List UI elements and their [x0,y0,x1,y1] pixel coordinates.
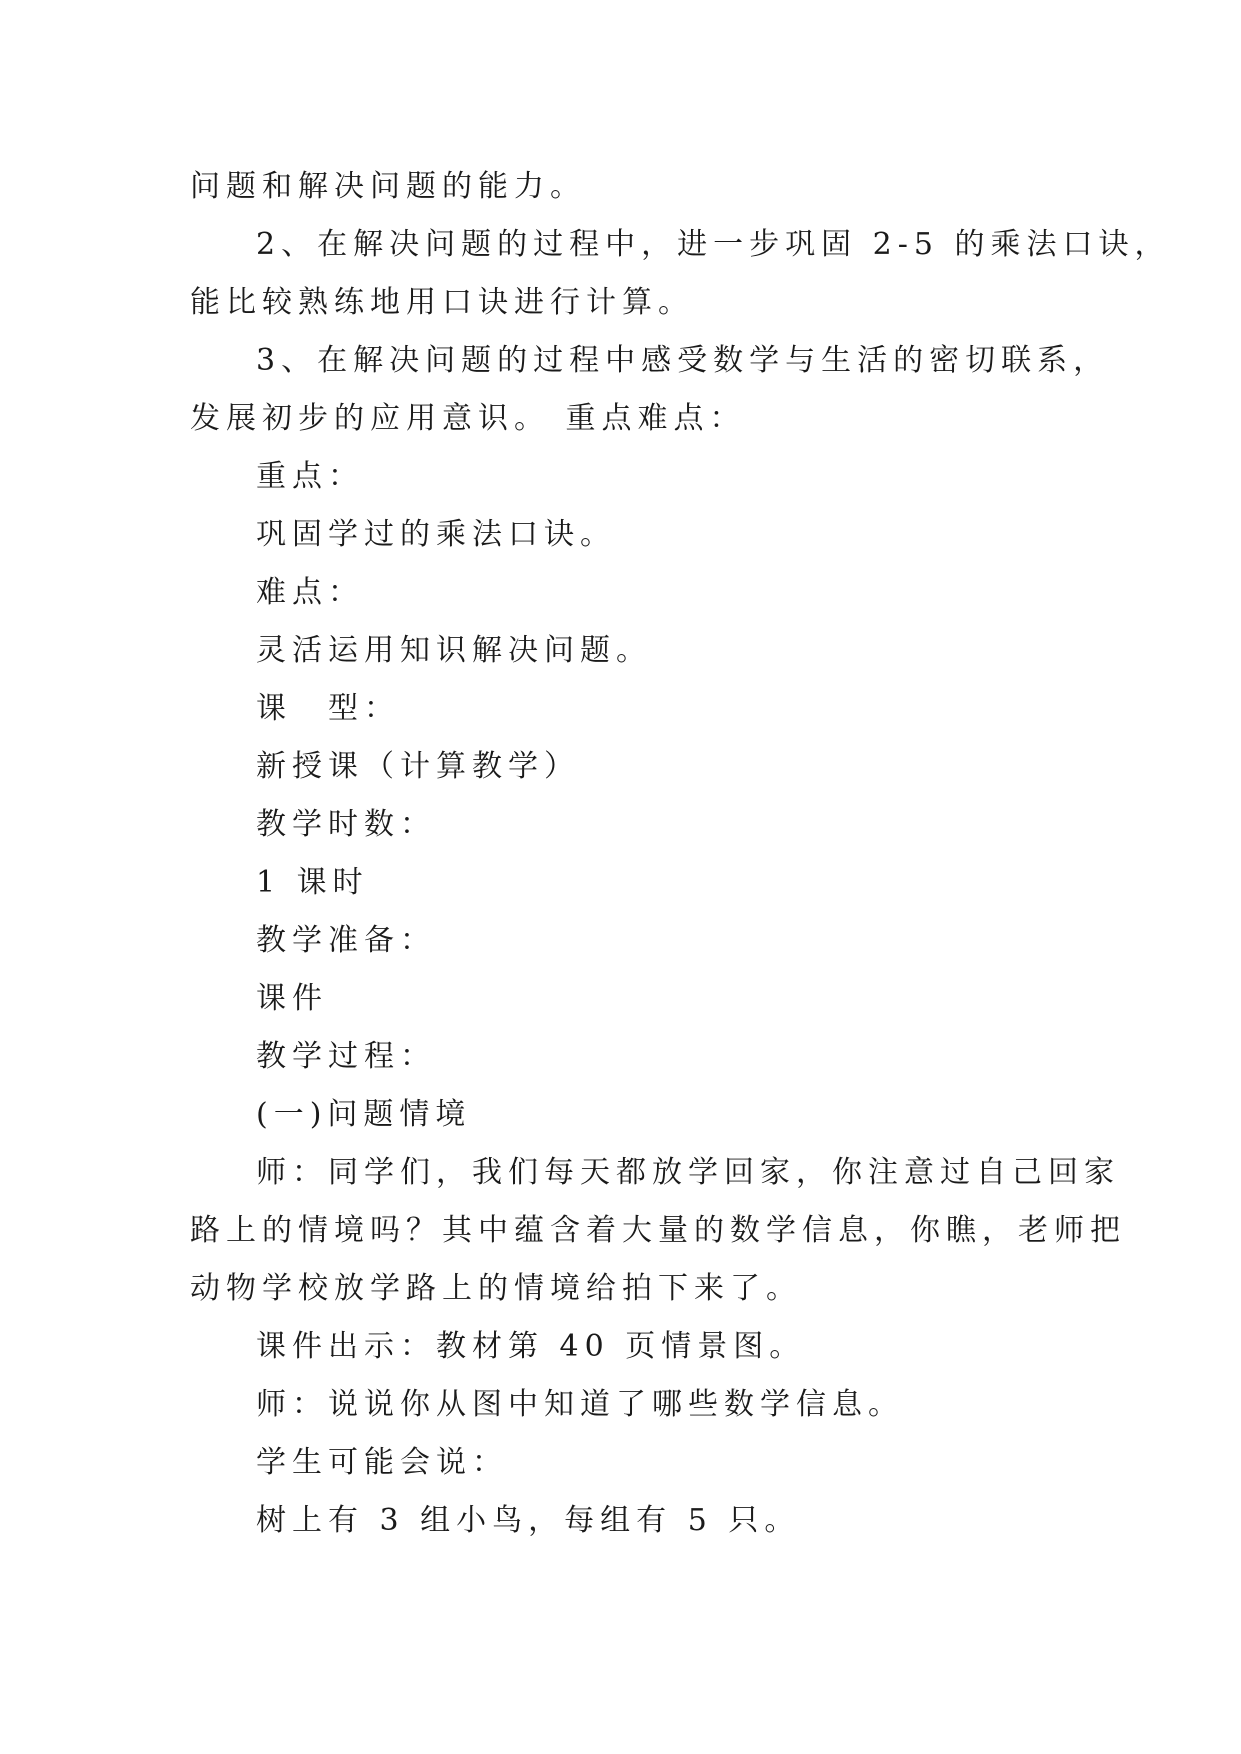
text-line: 新授课（计算教学） [256,749,580,784]
text-line: 树上有 3 组小鸟，每组有 5 只。 [256,1503,801,1538]
text-line: 巩固学过的乘法口诀。 [256,517,616,552]
text-line: 教学过程： [256,1039,436,1074]
document-page [190,158,1171,1550]
text-line: 动物学校放学路上的情境给拍下来了。 [190,1271,802,1306]
text-line: 师：说说你从图中知道了哪些数学信息。 [256,1387,904,1422]
text-line: 问题和解决问题的能力。 [190,169,586,204]
text-line: 难点： [256,575,364,610]
text-line: 灵活运用知识解决问题。 [256,633,652,668]
text-line: 教学准备： [256,923,436,958]
text-line: 重点： [256,459,364,494]
text-line: 能比较熟练地用口诀进行计算。 [190,285,694,320]
text-line: (一)问题情境 [256,1097,472,1132]
text-line: 师：同学们，我们每天都放学回家，你注意过自己回家 [256,1155,1120,1190]
text-line: 课件出示：教材第 40 页情景图。 [256,1329,806,1364]
text-line: 1 课时 [256,865,369,900]
text-line: 3、在解决问题的过程中感受数学与生活的密切联系， [256,343,1110,378]
text-line: 教学时数： [256,807,436,842]
text-line: 发展初步的应用意识。 重点难点： [190,401,746,436]
text-line: 路上的情境吗？其中蕴含着大量的数学信息，你瞧，老师把 [190,1213,1126,1248]
text-line: 课件 [256,981,328,1016]
text-line: 2、在解决问题的过程中，进一步巩固 2-5 的乘法口诀， [256,227,1171,262]
text-line: 课 型： [256,691,400,726]
text-line: 学生可能会说： [256,1445,508,1480]
